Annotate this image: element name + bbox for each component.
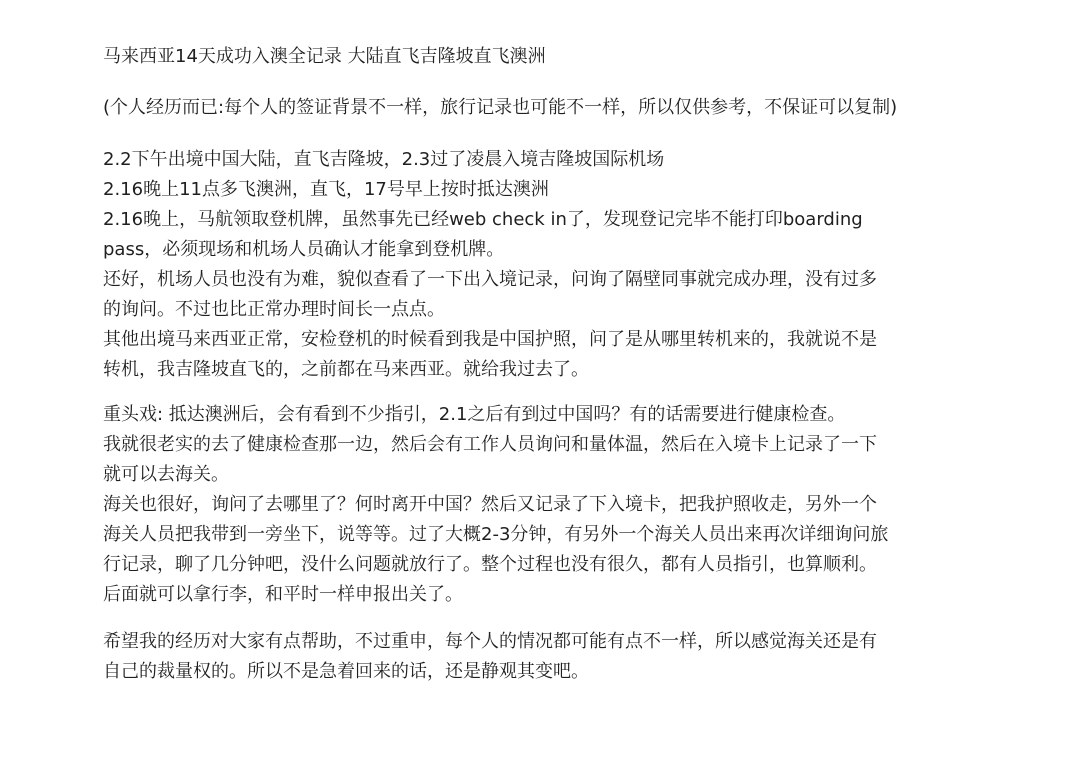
title-section bbox=[103, 42, 983, 72]
arrival-paragraph bbox=[103, 400, 983, 610]
paragraph-line: 的询问。不过也比正常办理时间长一点点。 bbox=[103, 299, 445, 320]
paragraph-line: 海关也很好，询问了去哪里了？何时离开中国？然后又记录了下入境卡，把我护照收走，另外一个 bbox=[103, 494, 877, 515]
departure-paragraph bbox=[103, 145, 983, 385]
paragraph-line: 2.2下午出境中国大陆，直飞吉隆坡，2.3过了凌晨入境吉隆坡国际机场 bbox=[103, 149, 665, 170]
paragraph-line: 转机，我吉隆坡直飞的，之前都在马来西亚。就给我过去了。 bbox=[103, 359, 589, 380]
paragraph-line: 希望我的经历对大家有点帮助，不过重申，每个人的情况都可能有点不一样，所以感觉海关还是有 bbox=[103, 631, 877, 652]
paragraph-line: pass，必须现场和机场人员确认才能拿到登机牌。 bbox=[103, 239, 505, 260]
paragraph-line: 就可以去海关。 bbox=[103, 464, 229, 485]
document-title: 马来西亚14天成功入澳全记录 大陆直飞吉隆坡直飞澳洲 bbox=[103, 46, 546, 67]
paragraph-line: 还好，机场人员也没有为难，貌似查看了一下出入境记录，问询了隔壁同事就完成办理，没有过多 bbox=[103, 269, 877, 290]
paragraph-line: 2.16晚上，马航领取登机牌，虽然事先已经web check in了，发现登记完毕不能打印boarding bbox=[103, 209, 863, 230]
disclaimer-section bbox=[103, 93, 983, 123]
paragraph-line: 后面就可以拿行李，和平时一样申报出关了。 bbox=[103, 584, 463, 605]
closing-paragraph bbox=[103, 627, 983, 687]
paragraph-line: 行记录，聊了几分钟吧，没什么问题就放行了。整个过程也没有很久，都有人员指引，也算顺利。 bbox=[103, 554, 877, 575]
paragraph-line: 其他出境马来西亚正常，安检登机的时候看到我是中国护照，问了是从哪里转机来的，我就说不是 bbox=[103, 329, 877, 350]
disclaimer-text: (个人经历而已:每个人的签证背景不一样，旅行记录也可能不一样，所以仅供参考，不保证可以复制) bbox=[103, 97, 898, 118]
paragraph-line: 自己的裁量权的。所以不是急着回来的话，还是静观其变吧。 bbox=[103, 661, 589, 682]
paragraph-line: 海关人员把我带到一旁坐下，说等等。过了大概2-3分钟，有另外一个海关人员出来再次详细询问旅 bbox=[103, 524, 889, 545]
paragraph-line: 2.16晚上11点多飞澳洲，直飞，17号早上按时抵达澳洲 bbox=[103, 179, 549, 200]
paragraph-line: 我就很老实的去了健康检查那一边，然后会有工作人员询问和量体温，然后在入境卡上记录了一下 bbox=[103, 434, 877, 455]
paragraph-line: 重头戏: 抵达澳洲后，会有看到不少指引，2.1之后有到过中国吗？有的话需要进行健康检查。 bbox=[103, 404, 846, 425]
